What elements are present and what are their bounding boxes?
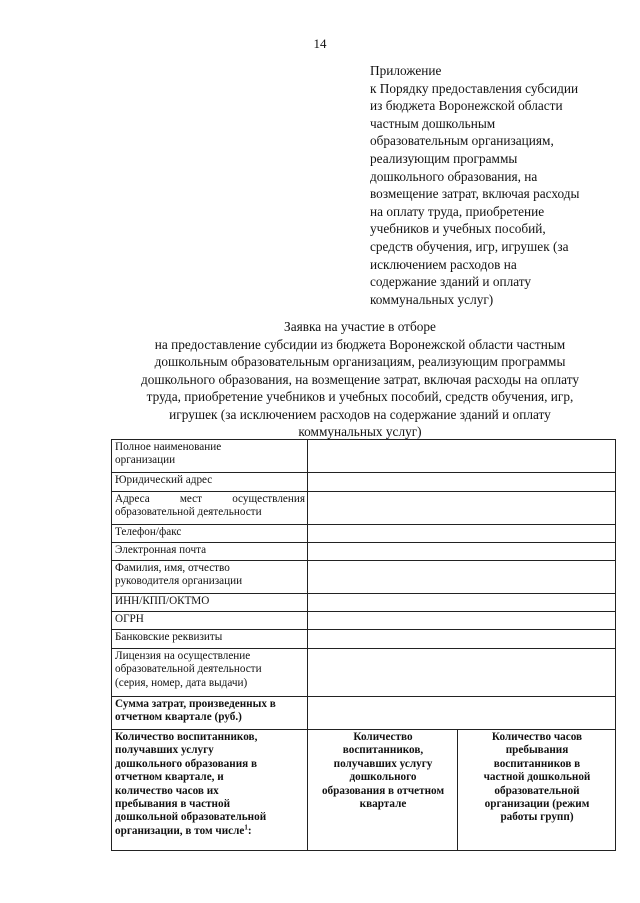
form-subtitle-line: труда, приобретение учебников и учебных пособий, средств обучения, игр,: [146, 389, 574, 404]
form-title: Заявка на участие в отборе: [284, 319, 436, 334]
table-row-full-name: [112, 440, 616, 473]
appendix-line: коммунальных услуг): [370, 291, 494, 307]
value-email[interactable]: [308, 543, 616, 561]
footnote-mark: 1: [244, 823, 248, 832]
label-director: Фамилия, имя, отчество руководителя организации: [112, 561, 308, 594]
value-legal-address[interactable]: [308, 473, 616, 492]
header-hours: Количество часов пребывания воспитанников в частной дошкольной образовательной организации (режим работы групп): [458, 730, 616, 851]
appendix-line: Приложение: [370, 63, 442, 78]
label-activity-addresses: Адреса мест осуществления образовательной деятельности: [112, 492, 308, 525]
table-row-license: [112, 649, 616, 697]
value-phone-fax[interactable]: [308, 525, 616, 543]
form-heading: [80, 318, 640, 441]
value-bank-details[interactable]: [308, 630, 616, 649]
form-subtitle-line: игрушек (за исключением расходов на содержание зданий и оплату: [169, 406, 551, 422]
application-form-table: [111, 439, 616, 851]
form-subtitle-line: коммунальных услуг): [298, 424, 422, 439]
appendix-line: возмещение затрат, включая расходы: [370, 186, 580, 202]
table-row-bank-details: [112, 630, 616, 649]
form-subtitle-line: дошкольного образования, на возмещение затрат, включая расходы на оплату: [141, 371, 579, 387]
page-number: 14: [313, 36, 327, 51]
table-row-costs-sum: [112, 697, 616, 730]
table-row-legal-address: [112, 473, 616, 492]
label-legal-address: Юридический адрес: [112, 473, 308, 492]
table-row-pupils: [112, 730, 616, 851]
appendix-line: дошкольного образования, на: [370, 168, 538, 184]
label-license: Лицензия на осуществление образовательной деятельности (серия, номер, дата выдачи): [112, 649, 308, 697]
appendix-line: на оплату труда, приобретение: [370, 203, 545, 219]
label-ogrn: ОГРН: [112, 612, 308, 630]
label-email: Электронная почта: [112, 543, 308, 561]
label-bank-details: Банковские реквизиты: [112, 630, 308, 649]
table-row-email: [112, 543, 616, 561]
table-row-director: [112, 561, 616, 594]
label-phone-fax: Телефон/факс: [112, 525, 308, 543]
form-subtitle-line: на предоставление субсидии из бюджета Воронежской области частным: [154, 336, 566, 352]
label-pupils: Количество воспитанников, получавших услугу дошкольного образования в отчетном квартале, и количество часов их пребывания в частной дошкольной образовательной организации, в том числе$^1$:: [112, 730, 308, 851]
appendix-block: [370, 62, 632, 308]
value-activity-addresses[interactable]: [308, 492, 616, 525]
label-full-name: Полное наименование организации: [112, 440, 308, 473]
value-director[interactable]: [308, 561, 616, 594]
table-row-activity-addresses: [112, 492, 616, 525]
value-costs-sum[interactable]: [308, 697, 616, 730]
table-row-ogrn: [112, 612, 616, 630]
appendix-line: из бюджета Воронежской области: [370, 98, 563, 114]
value-license[interactable]: [308, 649, 616, 697]
label-inn-kpp-oktmo: ИНН/КПП/ОКТМО: [112, 594, 308, 612]
value-full-name[interactable]: [308, 440, 616, 473]
appendix-line: содержание зданий и оплату: [370, 274, 532, 290]
value-inn-kpp-oktmo[interactable]: [308, 594, 616, 612]
form-subtitle-line: дошкольным образовательным организациям, реализующим программы: [154, 354, 566, 369]
appendix-line: реализующим программы: [370, 150, 518, 166]
appendix-line: исключением расходов на: [370, 256, 517, 272]
appendix-line: учебников и учебных пособий,: [370, 221, 546, 237]
table-row-phone-fax: [112, 525, 616, 543]
appendix-line: образовательным организациям,: [370, 133, 554, 149]
label-costs-sum: Сумма затрат, произведенных в отчетном квартале (руб.): [112, 697, 308, 730]
appendix-line: частным дошкольным: [370, 115, 496, 131]
table-row-inn-kpp-oktmo: [112, 594, 616, 612]
appendix-line: средств обучения, игр, игрушек (за: [370, 238, 569, 254]
header-pupils-count: Количество воспитанников, получавших услугу дошкольного образования в отчетном квартале: [308, 730, 458, 851]
appendix-line: к Порядку предоставления субсидии: [370, 80, 579, 96]
value-ogrn[interactable]: [308, 612, 616, 630]
